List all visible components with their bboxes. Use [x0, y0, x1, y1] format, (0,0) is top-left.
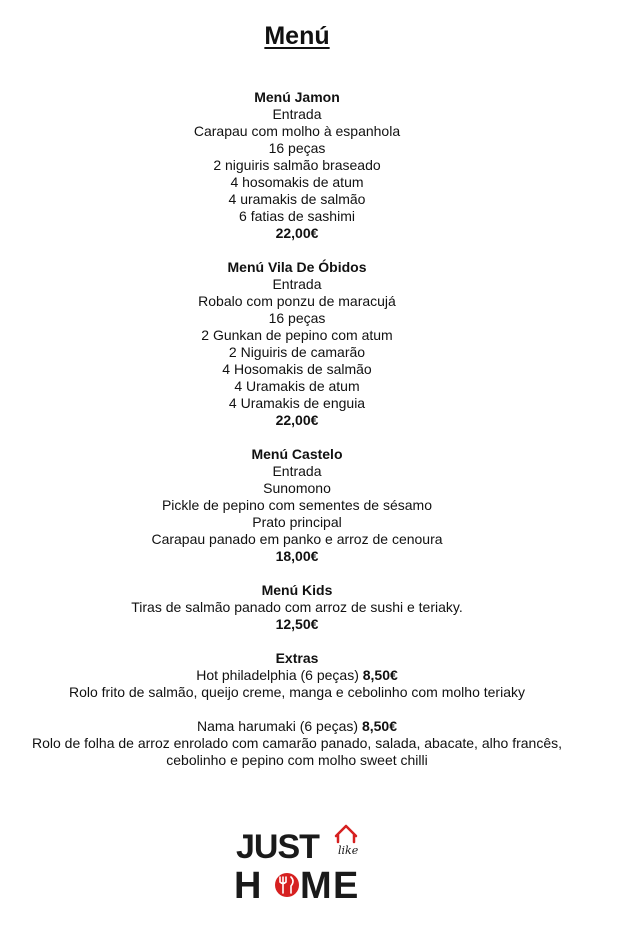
- menu-line: Pickle de pepino com sementes de sésamo: [161, 497, 433, 513]
- logo-just-text: JUST: [236, 828, 319, 866]
- extra-item-description: Rolo frito de salmão, queijo creme, manga e cebolinho com molho teriaky: [68, 684, 525, 700]
- menu-section-castelo: [0, 446, 594, 565]
- menu-line: 4 uramakis de salmão: [228, 191, 366, 207]
- menu-line: Prato principal: [252, 514, 342, 530]
- menu-line: Tiras de salmão panado com arroz de sushi e teriaky.: [131, 599, 463, 615]
- menu-line: 2 Niguiris de camarão: [228, 344, 366, 360]
- extra-item-description: cebolinho e pepino com molho sweet chilli: [166, 752, 428, 768]
- menu-line: Entrada: [272, 106, 322, 122]
- extra-item-price: 8,50€: [362, 667, 398, 683]
- just-like-home-logo: [232, 824, 362, 904]
- logo-home-text: H ME: [234, 865, 358, 904]
- menu-line: 16 peças: [268, 140, 326, 156]
- page-title: Menú: [264, 22, 330, 50]
- section-heading: Extras: [275, 650, 319, 666]
- section-price: 22,00€: [275, 412, 319, 428]
- house-icon: [336, 826, 356, 842]
- menu-section-kids: [0, 582, 594, 633]
- extra-item: [0, 667, 594, 684]
- menu-section-obidos: [0, 259, 594, 429]
- menu-line: 2 niguiris salmão braseado: [213, 157, 381, 173]
- extra-item-description: Rolo de folha de arroz enrolado com camarão panado, salada, abacate, alho francês,: [31, 735, 562, 751]
- menu-line: 16 peças: [268, 310, 326, 326]
- menu-line: 6 fatias de sashimi: [239, 208, 355, 224]
- extra-item-price: 8,50€: [361, 718, 397, 734]
- section-heading: Menú Castelo: [251, 446, 343, 462]
- extra-item: [0, 718, 594, 735]
- menu-line: Carapau panado em panko e arroz de cenoura: [151, 531, 443, 547]
- menu-line: 4 Uramakis de enguia: [228, 395, 366, 411]
- section-price: 12,50€: [275, 616, 319, 632]
- menu-line: 4 Hosomakis de salmão: [222, 361, 372, 377]
- menu-line: Sunomono: [263, 480, 331, 496]
- spacer: [0, 701, 594, 718]
- extra-item-name: Hot philadelphia (6 peças): [196, 667, 359, 683]
- section-heading: Menú Kids: [261, 582, 333, 598]
- menu-line: Entrada: [272, 463, 322, 479]
- menu-line: Robalo com ponzu de maracujá: [198, 293, 396, 309]
- section-heading: Menú Vila De Óbidos: [227, 259, 367, 275]
- extra-item-name: Nama harumaki (6 peças): [197, 718, 359, 734]
- menu-line: 2 Gunkan de pepino com atum: [201, 327, 393, 343]
- menu-section-extras: [0, 650, 594, 769]
- menu-list: [0, 89, 594, 786]
- section-price: 22,00€: [275, 225, 319, 241]
- section-heading: Menú Jamon: [254, 89, 340, 105]
- menu-line: 4 hosomakis de atum: [230, 174, 364, 190]
- menu-line: 4 Uramakis de atum: [234, 378, 360, 394]
- logo-like-text: like: [338, 844, 359, 857]
- menu-line: Entrada: [272, 276, 322, 292]
- section-price: 18,00€: [275, 548, 319, 564]
- menu-section-jamon: [0, 89, 594, 242]
- menu-line: Carapau com molho à espanhola: [193, 123, 401, 139]
- plate-icon: [275, 873, 299, 897]
